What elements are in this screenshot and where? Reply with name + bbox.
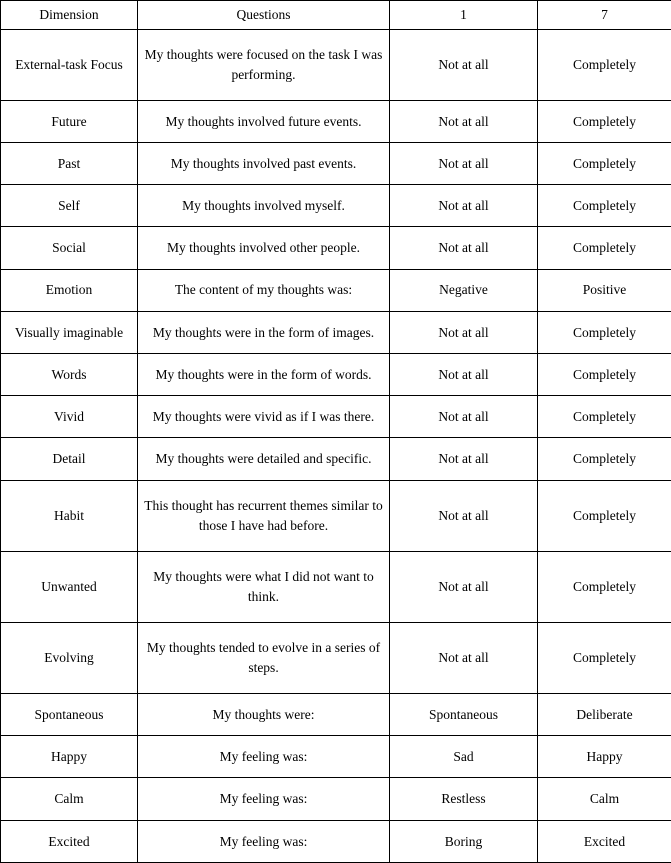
cell-anchor-high: Completely [538, 29, 671, 100]
cell-question: My thoughts involved past events. [138, 142, 390, 184]
cell-anchor-high: Completely [538, 622, 671, 693]
cell-anchor-high: Completely [538, 311, 671, 353]
cell-question: This thought has recurrent themes similar to those I have had before. [138, 480, 390, 551]
cell-anchor-low: Not at all [390, 142, 538, 184]
cell-anchor-high: Completely [538, 396, 671, 438]
cell-dimension: Evolving [1, 622, 138, 693]
cell-anchor-low: Not at all [390, 311, 538, 353]
cell-dimension: Detail [1, 438, 138, 480]
cell-anchor-low: Restless [390, 778, 538, 820]
cell-dimension: Calm [1, 778, 138, 820]
table-row [1, 185, 671, 227]
table-row [1, 820, 671, 862]
cell-dimension: Happy [1, 736, 138, 778]
cell-dimension: External-task Focus [1, 29, 138, 100]
cell-anchor-high: Completely [538, 142, 671, 184]
cell-anchor-high: Happy [538, 736, 671, 778]
cell-question: My thoughts involved other people. [138, 227, 390, 269]
cell-question: My feeling was: [138, 736, 390, 778]
cell-dimension: Future [1, 100, 138, 142]
cell-anchor-low: Not at all [390, 551, 538, 622]
cell-anchor-low: Negative [390, 269, 538, 311]
cell-anchor-high: Deliberate [538, 694, 671, 736]
cell-dimension: Words [1, 354, 138, 396]
cell-anchor-high: Completely [538, 185, 671, 227]
cell-anchor-high: Completely [538, 480, 671, 551]
column-header-dimension: Dimension [1, 1, 138, 30]
cell-anchor-low: Sad [390, 736, 538, 778]
cell-anchor-low: Not at all [390, 622, 538, 693]
table-row [1, 29, 671, 100]
cell-anchor-low: Not at all [390, 227, 538, 269]
cell-dimension: Visually imaginable [1, 311, 138, 353]
cell-dimension: Spontaneous [1, 694, 138, 736]
cell-anchor-high: Calm [538, 778, 671, 820]
cell-dimension: Vivid [1, 396, 138, 438]
table-row [1, 396, 671, 438]
column-header-questions: Questions [138, 1, 390, 30]
cell-question: My feeling was: [138, 778, 390, 820]
table-row [1, 269, 671, 311]
table-header [1, 1, 671, 30]
cell-anchor-low: Boring [390, 820, 538, 862]
cell-dimension: Past [1, 142, 138, 184]
cell-anchor-low: Not at all [390, 438, 538, 480]
cell-anchor-high: Completely [538, 438, 671, 480]
table-row [1, 227, 671, 269]
column-header-scale-low: 1 [390, 1, 538, 30]
table-row [1, 736, 671, 778]
column-header-scale-high: 7 [538, 1, 671, 30]
table-row [1, 778, 671, 820]
cell-anchor-low: Not at all [390, 185, 538, 227]
cell-question: My feeling was: [138, 820, 390, 862]
cell-anchor-high: Completely [538, 354, 671, 396]
cell-dimension: Emotion [1, 269, 138, 311]
cell-question: My thoughts were in the form of images. [138, 311, 390, 353]
table-row [1, 354, 671, 396]
cell-anchor-low: Not at all [390, 354, 538, 396]
cell-dimension: Unwanted [1, 551, 138, 622]
table-row [1, 100, 671, 142]
cell-anchor-low: Spontaneous [390, 694, 538, 736]
cell-question: My thoughts involved myself. [138, 185, 390, 227]
cell-anchor-low: Not at all [390, 480, 538, 551]
cell-question: My thoughts were vivid as if I was there. [138, 396, 390, 438]
cell-anchor-low: Not at all [390, 29, 538, 100]
cell-question: My thoughts were focused on the task I was performing. [138, 29, 390, 100]
table-header-row [1, 1, 671, 30]
table-row [1, 311, 671, 353]
cell-anchor-low: Not at all [390, 100, 538, 142]
cell-anchor-high: Completely [538, 227, 671, 269]
table-row [1, 438, 671, 480]
cell-question: My thoughts were: [138, 694, 390, 736]
table-row [1, 694, 671, 736]
table-body [1, 29, 671, 862]
cell-question: My thoughts involved future events. [138, 100, 390, 142]
cell-anchor-low: Not at all [390, 396, 538, 438]
cell-question: My thoughts were in the form of words. [138, 354, 390, 396]
cell-anchor-high: Completely [538, 100, 671, 142]
cell-dimension: Self [1, 185, 138, 227]
cell-anchor-high: Excited [538, 820, 671, 862]
cell-dimension: Excited [1, 820, 138, 862]
cell-question: My thoughts were what I did not want to think. [138, 551, 390, 622]
cell-question: My thoughts were detailed and specific. [138, 438, 390, 480]
cell-anchor-high: Completely [538, 551, 671, 622]
cell-question: My thoughts tended to evolve in a series of steps. [138, 622, 390, 693]
cell-dimension: Social [1, 227, 138, 269]
cell-anchor-high: Positive [538, 269, 671, 311]
table-row [1, 551, 671, 622]
table-row [1, 142, 671, 184]
cell-question: The content of my thoughts was: [138, 269, 390, 311]
table-row [1, 622, 671, 693]
table-row [1, 480, 671, 551]
cell-dimension: Habit [1, 480, 138, 551]
